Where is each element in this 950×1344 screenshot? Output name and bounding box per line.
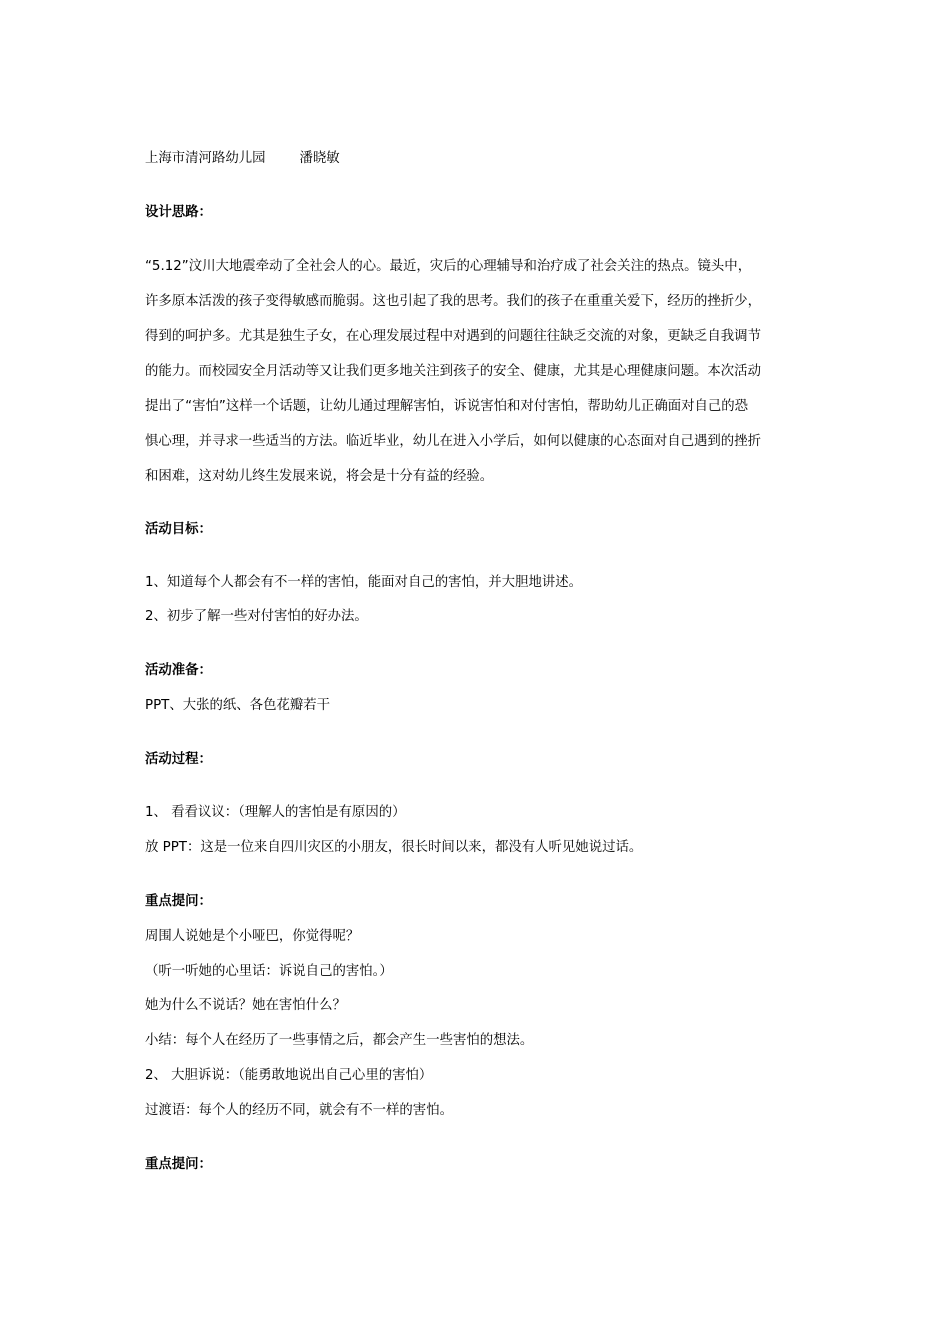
key-question-line: 她为什么不说话？她在害怕什么？ [145, 998, 346, 1013]
process-step-2-text: 过渡语：每个人的经历不同，就会有不一样的害怕。 [145, 1103, 453, 1118]
school-name: 上海市清河路幼儿园 [145, 151, 266, 166]
design-paragraph-line: “5.12”汶川大地震牵动了全社会人的心。最近，灾后的心理辅导和治疗成了社会关注的热点。镜头中， [145, 259, 752, 274]
process-step-1: 1、 看看议议：（理解人的害怕是有原因的） [145, 805, 406, 820]
prep-heading: 活动准备： [145, 663, 212, 678]
goal-item: 1、知道每个人都会有不一样的害怕，能面对自己的害怕，并大胆地讲述。 [145, 575, 583, 590]
process-step-1-text: 放 PPT：这是一位来自四川灾区的小朋友，很长时间以来，都没有人听见她说过话。 [145, 840, 643, 855]
goal-item: 2、初步了解一些对付害怕的好办法。 [145, 609, 368, 624]
design-paragraph-line: 许多原本活泼的孩子变得敏感而脆弱。这也引起了我的思考。我们的孩子在重重关爱下，经历的挫折少， [145, 294, 761, 309]
author-line [145, 150, 340, 168]
design-paragraph-line: 的能力。而校园安全月活动等又让我们更多地关注到孩子的安全、健康，尤其是心理健康问题。本次活动 [145, 364, 761, 379]
design-heading: 设计思路： [145, 205, 212, 220]
design-paragraph-line: 得到的呵护多。尤其是独生子女，在心理发展过程中对遇到的问题往往缺乏交流的对象，更缺乏自我调节 [145, 329, 761, 344]
key-question-line: （听一听她的心里话：诉说自己的害怕。） [145, 964, 393, 979]
key-question-line: 小结：每个人在经历了一些事情之后，都会产生一些害怕的想法。 [145, 1033, 534, 1048]
key-question-heading-2: 重点提问： [145, 1157, 212, 1172]
process-heading: 活动过程： [145, 752, 212, 767]
key-question-line: 周围人说她是个小哑巴，你觉得呢？ [145, 929, 360, 944]
design-paragraph-line: 和困难，这对幼儿终生发展来说，将会是十分有益的经验。 [145, 469, 494, 484]
prep-text: PPT、大张的纸、各色花瓣若干 [145, 698, 331, 713]
goals-heading: 活动目标： [145, 522, 212, 537]
design-paragraph-line: 惧心理，并寻求一些适当的方法。临近毕业，幼儿在进入小学后，如何以健康的心态面对自己遇到的挫折 [145, 434, 761, 449]
design-paragraph-line: 提出了“害怕”这样一个话题，让幼儿通过理解害怕，诉说害怕和对付害怕，帮助幼儿正确面对自己的恐 [145, 399, 749, 414]
author-name: 潘晓敏 [299, 151, 340, 166]
process-step-2: 2、 大胆诉说：（能勇敢地说出自己心里的害怕） [145, 1068, 433, 1083]
key-question-heading: 重点提问： [145, 894, 212, 909]
